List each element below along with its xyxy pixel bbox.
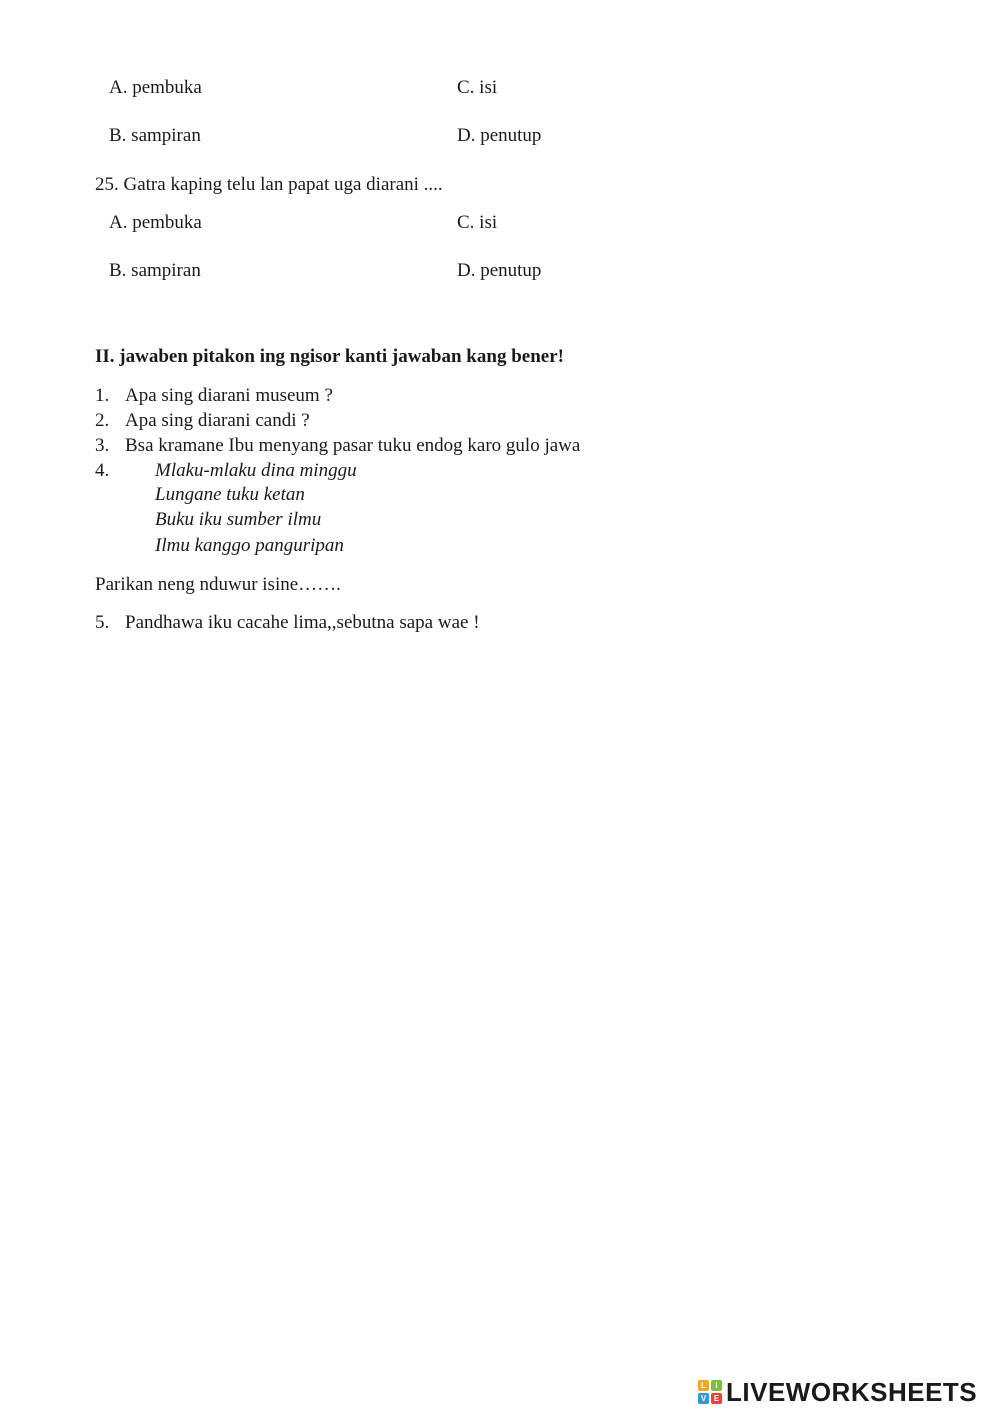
- q25-option-c: C. isi: [457, 212, 498, 233]
- logo-tile-e: E: [711, 1393, 722, 1404]
- logo-tile-i: I: [711, 1380, 722, 1391]
- section-2-heading: II. jawaben pitakon ing ngisor kanti jawaban kang bener!: [95, 346, 564, 367]
- q25-option-b: B. sampiran: [109, 260, 201, 281]
- essay-item-5-number: 5.: [95, 612, 110, 633]
- essay-item-4-number: 4.: [95, 460, 110, 481]
- logo-tile-l: L: [698, 1380, 709, 1391]
- essay-item-2-number: 2.: [95, 410, 110, 431]
- liveworksheets-logo: [698, 1377, 977, 1407]
- essay-item-2-text: Apa sing diarani candi ?: [125, 410, 310, 431]
- q24-option-a: A. pembuka: [109, 77, 202, 98]
- logo-tile-v: V: [698, 1393, 709, 1404]
- poem-question: Parikan neng nduwur isine…….: [95, 574, 341, 595]
- liveworksheets-logo-icon: [698, 1380, 722, 1404]
- q24-option-d: D. penutup: [457, 125, 542, 146]
- q25-option-d: D. penutup: [457, 260, 542, 281]
- liveworksheets-logo-text: LIVEWORKSHEETS: [726, 1376, 978, 1407]
- q25-question: 25. Gatra kaping telu lan papat uga diarani ....: [95, 174, 443, 195]
- essay-item-3-text: Bsa kramane Ibu menyang pasar tuku endog karo gulo jawa: [125, 435, 581, 456]
- essay-item-3-number: 3.: [95, 435, 110, 456]
- poem-line-3: Buku iku sumber ilmu: [155, 509, 322, 530]
- q24-option-c: C. isi: [457, 77, 498, 98]
- essay-item-1-text: Apa sing diarani museum ?: [125, 385, 333, 406]
- poem-line-1: Mlaku-mlaku dina minggu: [155, 460, 357, 481]
- poem-line-2: Lungane tuku ketan: [155, 484, 305, 505]
- poem-line-4: Ilmu kanggo panguripan: [155, 535, 344, 556]
- essay-item-5-text: Pandhawa iku cacahe lima,,sebutna sapa wae !: [125, 612, 480, 633]
- essay-item-1-number: 1.: [95, 385, 110, 406]
- q25-option-a: A. pembuka: [109, 212, 202, 233]
- q24-option-b: B. sampiran: [109, 125, 201, 146]
